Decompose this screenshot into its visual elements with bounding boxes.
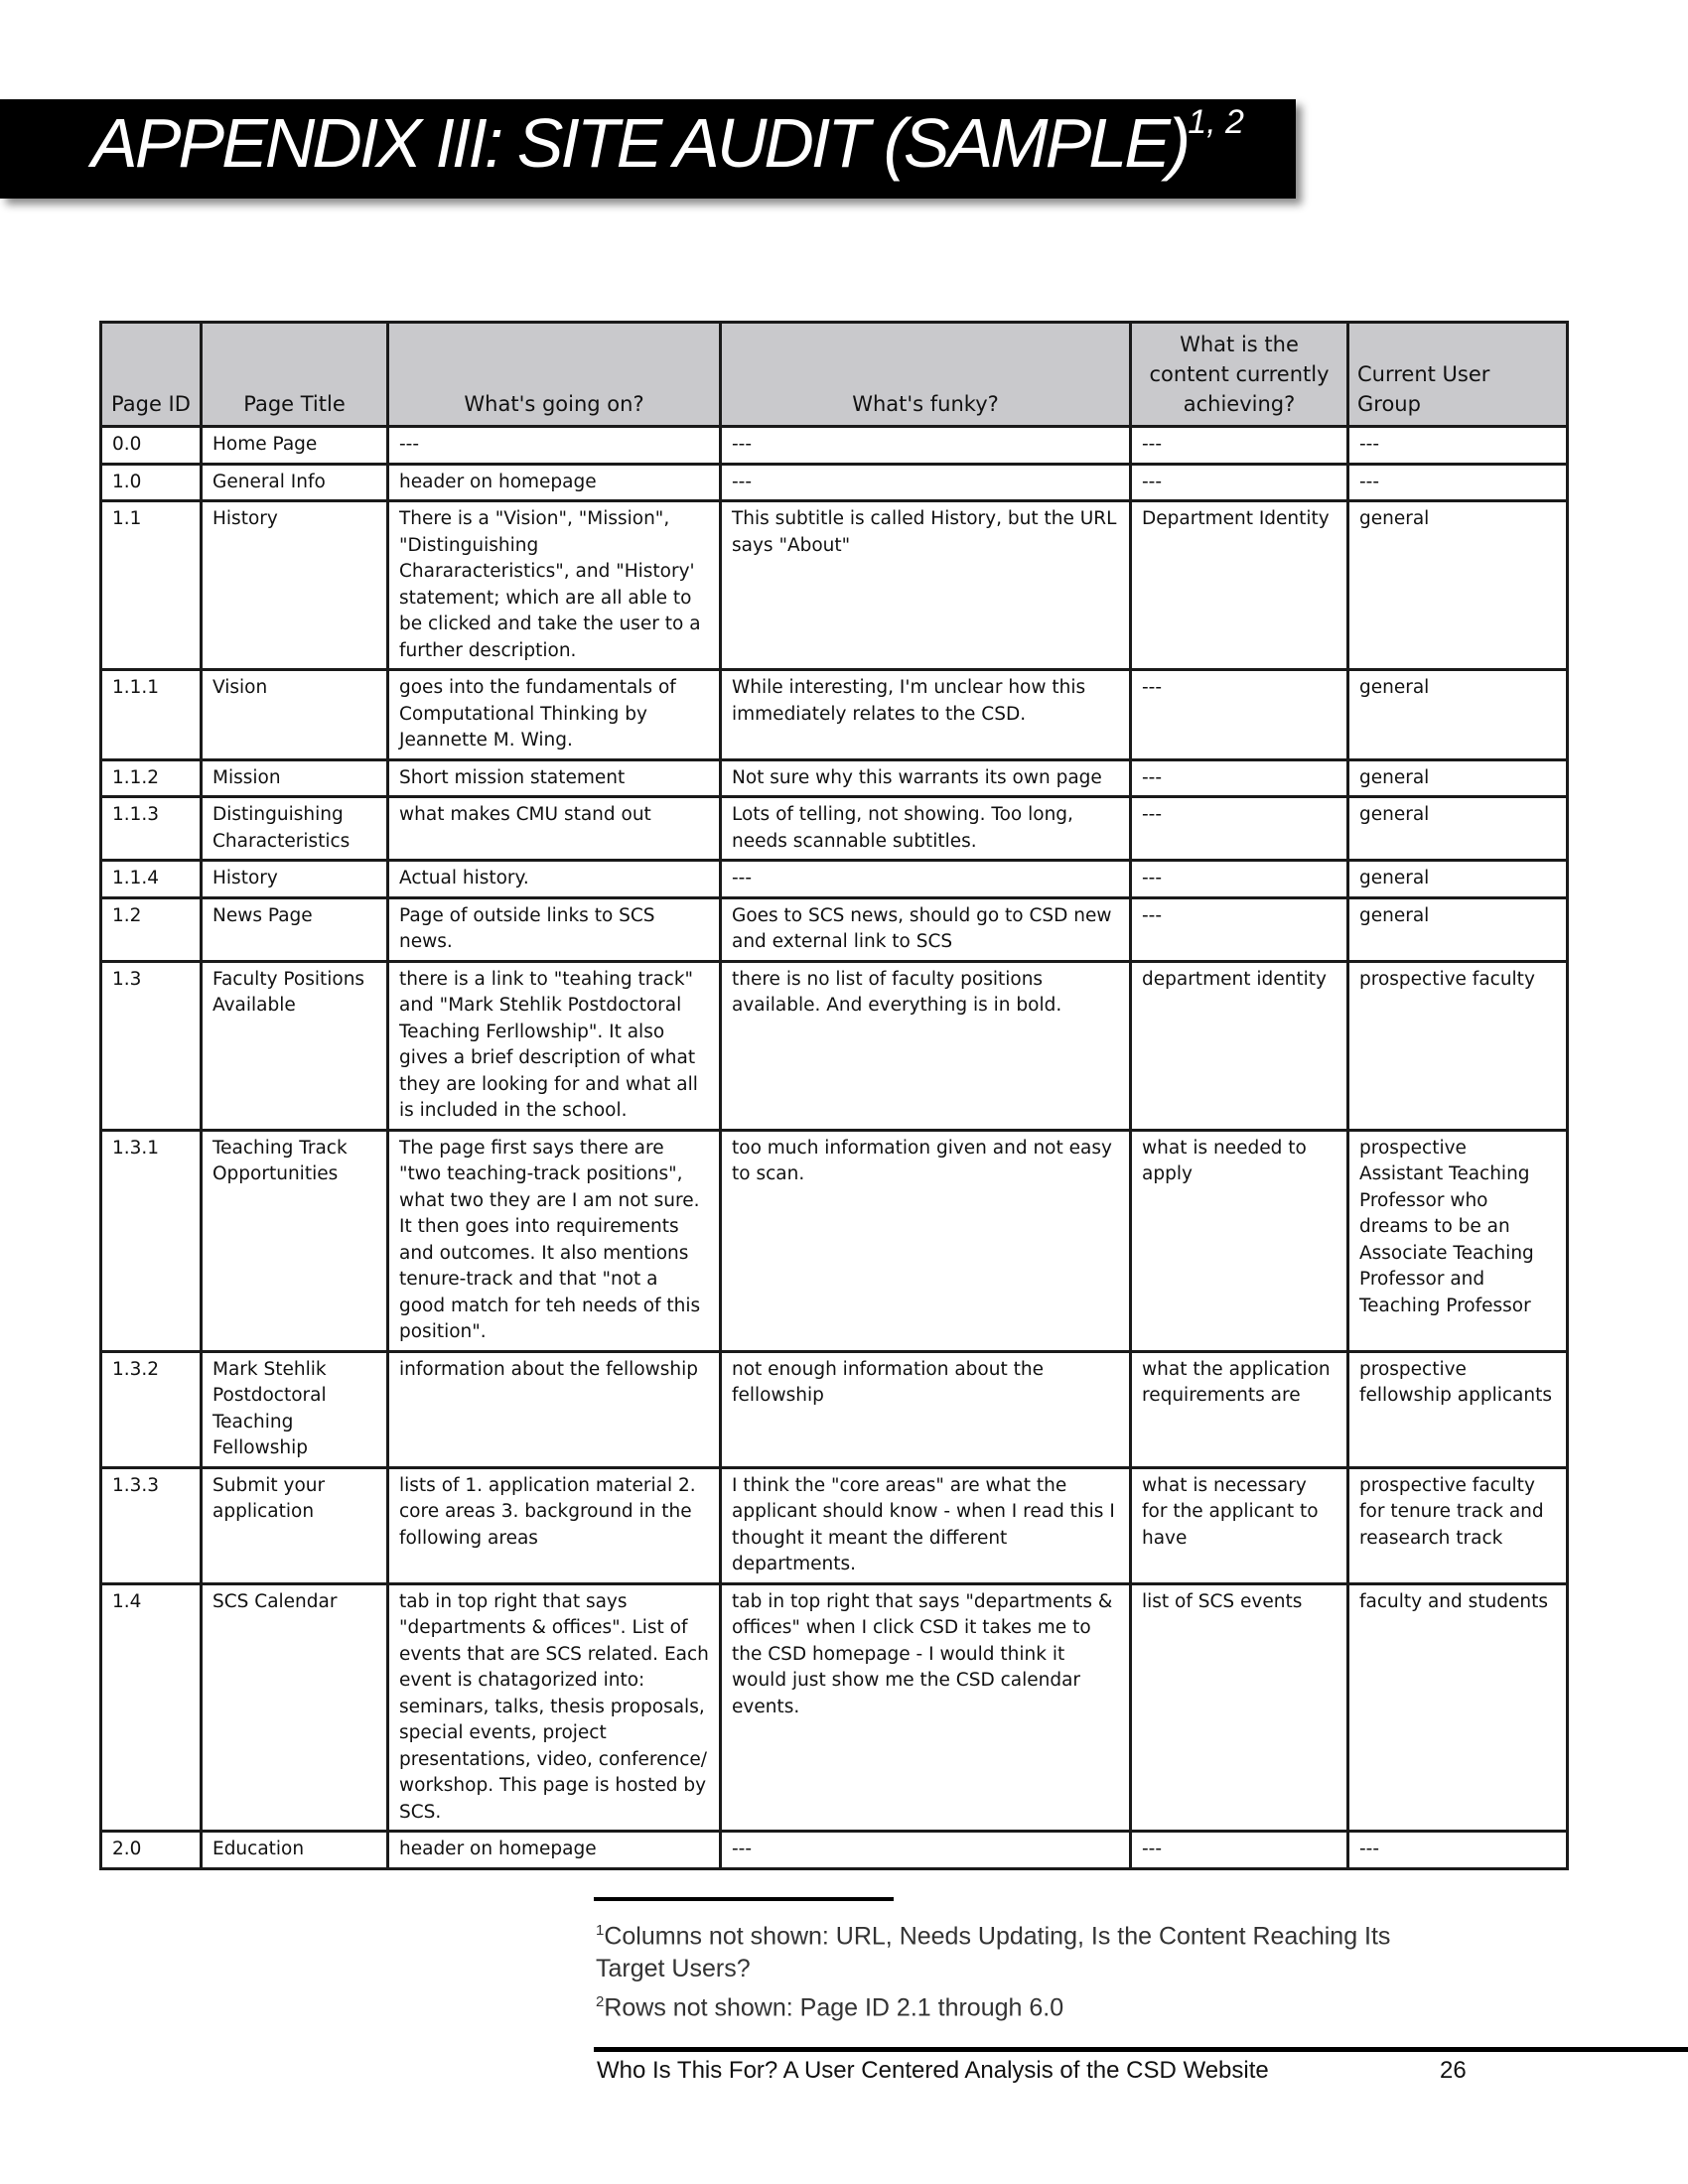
cell-page-title: Faculty Positions Available — [202, 961, 388, 1130]
table-row — [101, 501, 1568, 670]
cell-whats-funky: tab in top right that says "departments & offices" when I click CSD it takes me to the CSD homepage - I would think it would just show me the CSD calendar events. — [721, 1583, 1131, 1832]
cell-content-achieving: --- — [1131, 670, 1348, 760]
cell-page-id: 1.1.3 — [101, 797, 202, 861]
cell-user-group: general — [1348, 501, 1568, 670]
cell-content-achieving: department identity — [1131, 961, 1348, 1130]
cell-whats-funky: too much information given and not easy to scan. — [721, 1130, 1131, 1351]
cell-page-id: 2.0 — [101, 1832, 202, 1869]
cell-whats-funky: This subtitle is called History, but the URL says "About" — [721, 501, 1131, 670]
table-row — [101, 464, 1568, 501]
table-row — [101, 1130, 1568, 1351]
cell-page-title: Distinguishing Characteristics — [202, 797, 388, 861]
cell-page-title: Mission — [202, 759, 388, 797]
footnote-1-text: Columns not shown: URL, Needs Updating, Is the Content Reaching Its Target Users? — [596, 1922, 1391, 1983]
cell-user-group: prospective Assistant Teaching Professor who dreams to be an Associate Teaching Professor and Teaching Professor — [1348, 1130, 1568, 1351]
table-row — [101, 670, 1568, 760]
table-header-row — [101, 323, 1568, 427]
footnote-2-text: Rows not shown: Page ID 2.1 through 6.0 — [604, 1993, 1064, 2022]
cell-whats-funky: --- — [721, 427, 1131, 465]
table-row — [101, 1583, 1568, 1832]
cell-page-title: Teaching Track Opportunities — [202, 1130, 388, 1351]
cell-page-id: 1.1 — [101, 501, 202, 670]
cell-whats-going-on: --- — [388, 427, 721, 465]
cell-whats-going-on: Short mission statement — [388, 759, 721, 797]
cell-whats-going-on: There is a "Vision", "Mission", "Distinguishing Chararacteristics", and "History' statement; which are all able to be clicked and take the user to a further description. — [388, 501, 721, 670]
cell-whats-going-on: The page first says there are "two teaching-track positions", what two they are I am not sure. It then goes into requirements and outcomes. It also mentions tenure-track and that "not a good match for teh needs of this position". — [388, 1130, 721, 1351]
column-header-page-title: Page Title — [202, 323, 388, 427]
cell-content-achieving: Department Identity — [1131, 501, 1348, 670]
table-row — [101, 759, 1568, 797]
cell-user-group: --- — [1348, 464, 1568, 501]
cell-page-title: Education — [202, 1832, 388, 1869]
cell-whats-funky: Lots of telling, not showing. Too long, needs scannable subtitles. — [721, 797, 1131, 861]
cell-page-id: 1.1.2 — [101, 759, 202, 797]
cell-page-title: Home Page — [202, 427, 388, 465]
cell-user-group: general — [1348, 861, 1568, 898]
cell-page-id: 0.0 — [101, 427, 202, 465]
cell-content-achieving: --- — [1131, 797, 1348, 861]
table-row — [101, 427, 1568, 465]
cell-content-achieving: what is needed to apply — [1131, 1130, 1348, 1351]
cell-whats-funky: --- — [721, 464, 1131, 501]
cell-content-achieving: --- — [1131, 427, 1348, 465]
cell-page-title: SCS Calendar — [202, 1583, 388, 1832]
cell-page-id: 1.1.4 — [101, 861, 202, 898]
cell-whats-funky: there is no list of faculty positions available. And everything is in bold. — [721, 961, 1131, 1130]
site-audit-table — [99, 321, 1569, 1870]
title-banner — [0, 99, 1296, 199]
cell-page-id: 1.3 — [101, 961, 202, 1130]
table-row — [101, 861, 1568, 898]
cell-whats-funky: Not sure why this warrants its own page — [721, 759, 1131, 797]
cell-page-title: Submit your application — [202, 1467, 388, 1583]
cell-content-achieving: list of SCS events — [1131, 1583, 1348, 1832]
cell-page-title: News Page — [202, 897, 388, 961]
column-header-current-user-group: Current User Group — [1348, 323, 1568, 427]
table-row — [101, 961, 1568, 1130]
cell-whats-going-on: lists of 1. application material 2. core areas 3. background in the following areas — [388, 1467, 721, 1583]
cell-whats-going-on: Actual history. — [388, 861, 721, 898]
column-header-whats-going-on: What's going on? — [388, 323, 721, 427]
footer-rule — [594, 2047, 1688, 2052]
cell-whats-going-on: Page of outside links to SCS news. — [388, 897, 721, 961]
footnote-1-mark: 1 — [596, 1922, 605, 1939]
cell-content-achieving: what is necessary for the applicant to have — [1131, 1467, 1348, 1583]
cell-page-id: 1.4 — [101, 1583, 202, 1832]
cell-user-group: prospective fellowship applicants — [1348, 1351, 1568, 1467]
cell-whats-funky: While interesting, I'm unclear how this immediately relates to the CSD. — [721, 670, 1131, 760]
cell-whats-going-on: header on homepage — [388, 464, 721, 501]
table-row — [101, 797, 1568, 861]
column-header-page-id: Page ID — [101, 323, 202, 427]
page-number: 26 — [1440, 2057, 1467, 2084]
cell-page-id: 1.3.3 — [101, 1467, 202, 1583]
cell-user-group: general — [1348, 670, 1568, 760]
cell-content-achieving: --- — [1131, 861, 1348, 898]
cell-whats-going-on: tab in top right that says "departments & offices". List of events that are SCS related. Each event is chatagorized into: seminars, talks, thesis proposals, special events, project presentations, video, conference/ workshop. This page is hosted by SCS. — [388, 1583, 721, 1832]
cell-page-id: 1.1.1 — [101, 670, 202, 760]
cell-page-id: 1.3.1 — [101, 1130, 202, 1351]
footnotes — [596, 1914, 1450, 2025]
table-row — [101, 1351, 1568, 1467]
table-row — [101, 897, 1568, 961]
cell-content-achieving: --- — [1131, 759, 1348, 797]
cell-user-group: prospective faculty for tenure track and reasearch track — [1348, 1467, 1568, 1583]
cell-user-group: general — [1348, 897, 1568, 961]
cell-page-id: 1.0 — [101, 464, 202, 501]
cell-page-id: 1.3.2 — [101, 1351, 202, 1467]
page-title-text: APPENDIX III: SITE AUDIT (SAMPLE) — [91, 104, 1189, 182]
cell-whats-funky: I think the "core areas" are what the applicant should know - when I read this I thought it meant the different departments. — [721, 1467, 1131, 1583]
cell-content-achieving: --- — [1131, 464, 1348, 501]
page-title — [91, 103, 1244, 183]
cell-whats-going-on: header on homepage — [388, 1832, 721, 1869]
cell-page-title: General Info — [202, 464, 388, 501]
cell-content-achieving: --- — [1131, 1832, 1348, 1869]
cell-page-title: Mark Stehlik Postdoctoral Teaching Fellowship — [202, 1351, 388, 1467]
cell-page-id: 1.2 — [101, 897, 202, 961]
cell-whats-going-on: goes into the fundamentals of Computational Thinking by Jeannette M. Wing. — [388, 670, 721, 760]
cell-page-title: History — [202, 861, 388, 898]
cell-page-title: Vision — [202, 670, 388, 760]
cell-user-group: --- — [1348, 427, 1568, 465]
cell-whats-funky: not enough information about the fellowship — [721, 1351, 1131, 1467]
cell-user-group: general — [1348, 759, 1568, 797]
footnote-2-mark: 2 — [596, 1993, 605, 2011]
table-row — [101, 1832, 1568, 1869]
cell-whats-going-on: what makes CMU stand out — [388, 797, 721, 861]
cell-user-group: general — [1348, 797, 1568, 861]
cell-whats-funky: Goes to SCS news, should go to CSD new and external link to SCS — [721, 897, 1131, 961]
running-title: Who Is This For? A User Centered Analysis of the CSD Website — [597, 2057, 1269, 2084]
cell-content-achieving: --- — [1131, 897, 1348, 961]
cell-whats-going-on: there is a link to "teahing track" and "Mark Stehlik Postdoctoral Teaching Ferllowship". It also gives a brief description of what they are looking for and what all is included in the school. — [388, 961, 721, 1130]
table-row — [101, 1467, 1568, 1583]
cell-user-group: --- — [1348, 1832, 1568, 1869]
footnote-1 — [596, 1914, 1450, 1985]
cell-user-group: faculty and students — [1348, 1583, 1568, 1832]
title-footnote-marks: 1, 2 — [1188, 103, 1244, 141]
cell-page-title: History — [202, 501, 388, 670]
cell-whats-funky: --- — [721, 1832, 1131, 1869]
footnote-2 — [596, 1985, 1450, 2024]
cell-user-group: prospective faculty — [1348, 961, 1568, 1130]
column-header-whats-funky: What's funky? — [721, 323, 1131, 427]
column-header-content-achieving: What is the content currently achieving? — [1131, 323, 1348, 427]
cell-whats-going-on: information about the fellowship — [388, 1351, 721, 1467]
footnote-divider — [594, 1897, 894, 1901]
cell-content-achieving: what the application requirements are — [1131, 1351, 1348, 1467]
cell-whats-funky: --- — [721, 861, 1131, 898]
